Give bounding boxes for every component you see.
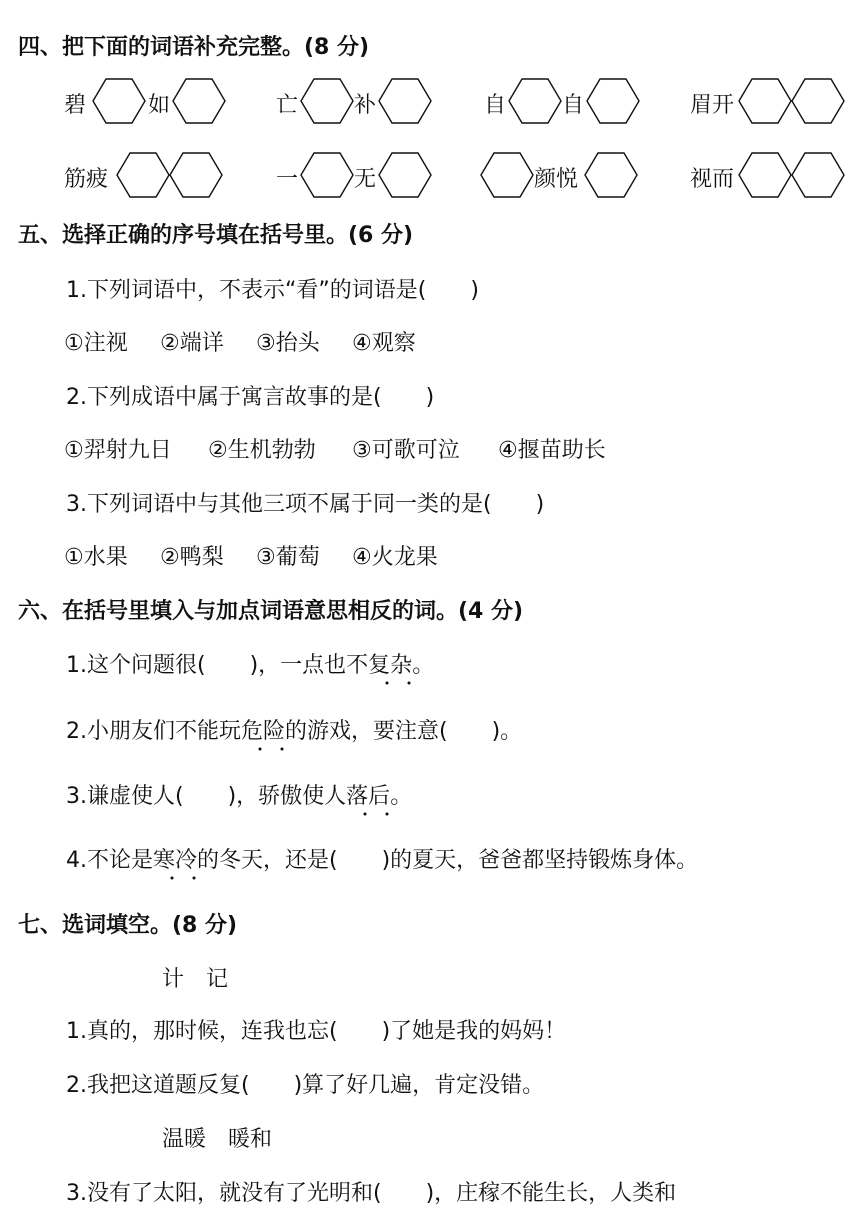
blank-hexagon[interactable] xyxy=(738,152,792,198)
dotted-word: 落后 xyxy=(346,784,390,817)
idiom3-char1: 自 xyxy=(484,93,507,118)
sentence-6-2: 2.小朋友们不能玩危险的游戏，要注意( )。 xyxy=(66,714,522,745)
idiom3-char2: 自 xyxy=(562,93,585,118)
blank-hexagon[interactable] xyxy=(300,152,354,198)
idiom1-char2: 如 xyxy=(148,93,171,118)
blank-hexagon[interactable] xyxy=(791,152,845,198)
question-7-3: 3.没有了太阳，就没有了光明和( )，庄稼不能生长，人类和 xyxy=(66,1181,677,1206)
option-3: ③葡萄 xyxy=(256,545,320,570)
dotted-word: 寒冷 xyxy=(153,848,197,881)
option-1: ①水果 xyxy=(64,545,128,570)
section6-title: 六、在括号里填入与加点词语意思相反的词。(4 分) xyxy=(18,599,524,624)
section5-title: 五、选择正确的序号填在括号里。(6 分) xyxy=(18,223,414,248)
blank-hexagon[interactable] xyxy=(584,152,638,198)
word-choices-1: 计 记 xyxy=(162,967,229,992)
blank-hexagon[interactable] xyxy=(378,78,432,124)
blank-hexagon[interactable] xyxy=(300,78,354,124)
blank-hexagon[interactable] xyxy=(791,78,845,124)
question-7-1: 1.真的，那时候，连我也忘( )了她是我的妈妈！ xyxy=(66,1019,567,1044)
blank-hexagon[interactable] xyxy=(378,152,432,198)
question-7-2: 2.我把这道题反复( )算了好几遍，肯定没错。 xyxy=(66,1073,545,1098)
section4-title: 四、把下面的词语补充完整。(8 分) xyxy=(18,35,370,60)
blank-hexagon[interactable] xyxy=(172,78,226,124)
dotted-word: 复杂 xyxy=(368,653,412,686)
blank-hexagon[interactable] xyxy=(738,78,792,124)
option-1: ①注视 xyxy=(64,331,128,356)
idiom8-chars: 视而 xyxy=(690,167,735,192)
option-4: ④揠苗助长 xyxy=(498,438,606,463)
sentence-6-1: 1.这个问题很( )，一点也不复杂。 xyxy=(66,648,434,679)
idiom6-char1: 一 xyxy=(276,167,299,192)
question-5-1: 1.下列词语中，不表示“看”的词语是( ) xyxy=(66,278,479,303)
idiom1-char1: 碧 xyxy=(64,93,87,118)
option-3: ③可歌可泣 xyxy=(352,438,460,463)
blank-hexagon[interactable] xyxy=(169,152,223,198)
option-4: ④观察 xyxy=(352,331,416,356)
blank-hexagon[interactable] xyxy=(480,152,534,198)
option-3: ③抬头 xyxy=(256,331,320,356)
idiom6-char2: 无 xyxy=(354,167,377,192)
idiom2-char2: 补 xyxy=(354,93,377,118)
section7-title: 七、选词填空。(8 分) xyxy=(18,913,238,938)
blank-hexagon[interactable] xyxy=(116,152,170,198)
dotted-word: 危险 xyxy=(241,719,285,752)
idiom5-chars: 筋疲 xyxy=(64,167,109,192)
option-2: ②鸭梨 xyxy=(160,545,224,570)
sentence-6-3: 3.谦虚使人( )，骄傲使人落后。 xyxy=(66,779,412,810)
sentence-6-4: 4.不论是寒冷的冬天，还是( )的夏天，爸爸都坚持锻炼身体。 xyxy=(66,843,698,874)
option-1: ①羿射九日 xyxy=(64,438,172,463)
idiom4-chars: 眉开 xyxy=(690,93,735,118)
blank-hexagon[interactable] xyxy=(586,78,640,124)
blank-hexagon[interactable] xyxy=(508,78,562,124)
idiom2-char1: 亡 xyxy=(276,93,299,118)
question-5-3: 3.下列词语中与其他三项不属于同一类的是( ) xyxy=(66,492,545,517)
option-2: ②生机勃勃 xyxy=(208,438,316,463)
question-5-2: 2.下列成语中属于寓言故事的是( ) xyxy=(66,385,435,410)
blank-hexagon[interactable] xyxy=(92,78,146,124)
word-choices-2: 温暖 暖和 xyxy=(162,1127,273,1152)
option-2: ②端详 xyxy=(160,331,224,356)
idiom7-chars: 颜悦 xyxy=(534,167,579,192)
option-4: ④火龙果 xyxy=(352,545,438,570)
